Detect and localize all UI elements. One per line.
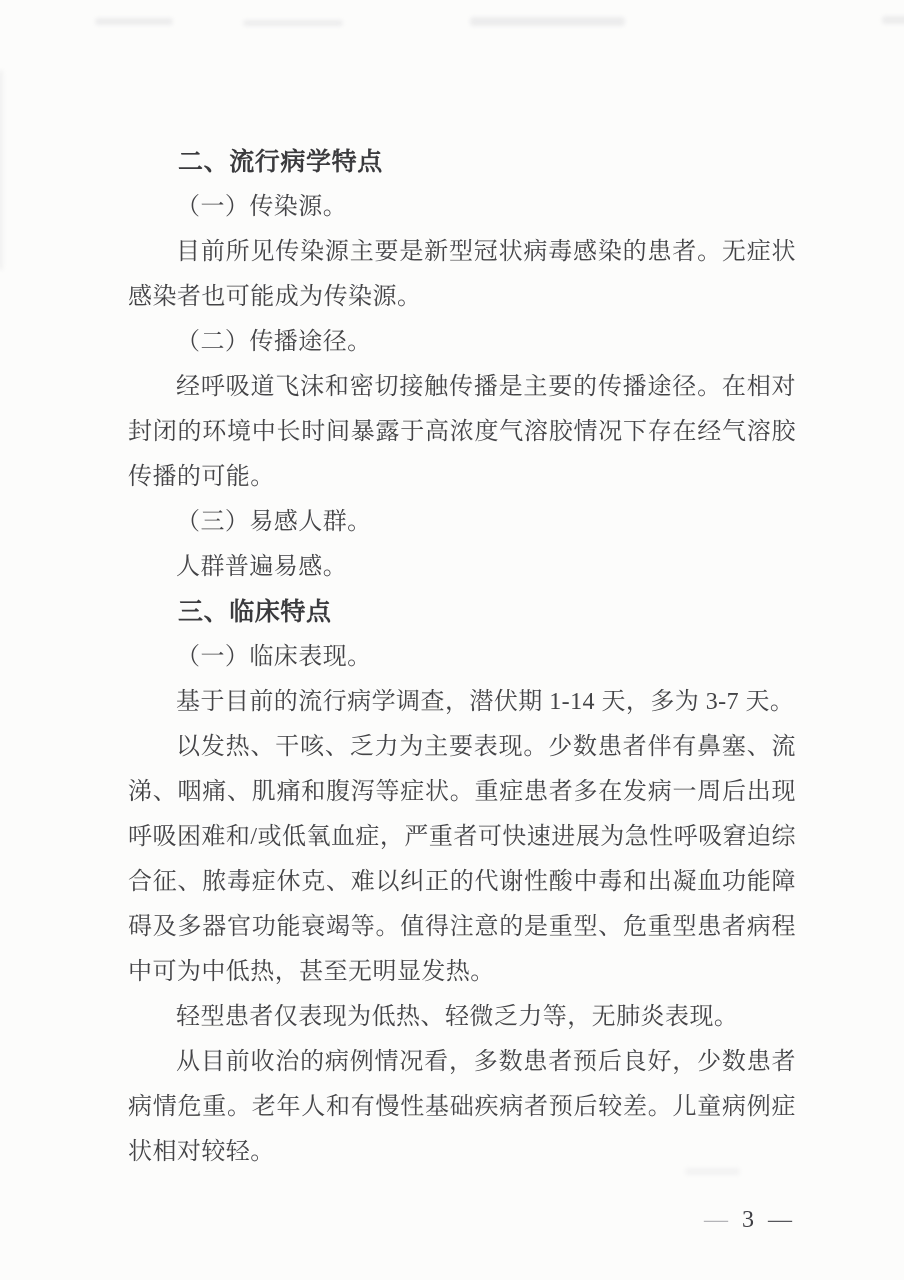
page-number-dash-left: —: [704, 1207, 728, 1233]
paragraph-mild-cases: 轻型患者仅表现为低热、轻微乏力等，无肺炎表现。: [176, 1004, 739, 1030]
section-heading-clinical-features: 三、临床特点: [178, 598, 332, 626]
subsection-heading-clinical-manifestation: （一）临床表现。: [176, 644, 372, 670]
subsection-heading-transmission-route: （二）传播途径。: [176, 329, 372, 355]
scan-artifact: [243, 20, 343, 26]
scan-artifact: [0, 70, 3, 270]
scan-artifact: [95, 18, 173, 25]
paragraph-prognosis: 从目前收治的病例情况看，多数患者预后良好，少数患者病情危重。老年人和有慢性基础疾病者预后较差。儿童病例症状相对较轻。: [128, 1049, 796, 1165]
scan-artifact: [882, 16, 904, 24]
section-heading-epidemiological-features: 二、流行病学特点: [178, 148, 383, 176]
subsection-heading-infection-source: （一）传染源。: [176, 194, 348, 220]
scan-artifact: [470, 17, 625, 26]
page-number-dash-right: —: [768, 1207, 792, 1233]
subsection-heading-susceptible-groups: （三）易感人群。: [176, 509, 372, 535]
paragraph-main-symptoms: 以发热、干咳、乏力为主要表现。少数患者伴有鼻塞、流涕、咽痛、肌痛和腹泻等症状。重症患者多在发病一周后出现呼吸困难和/或低氧血症，严重者可快速进展为急性呼吸窘迫综合征、脓毒症休克、难以纠正的代谢性酸中毒和出凝血功能障碍及多器官功能衰竭等。值得注意的是重型、危重型患者病程中可为中低热，甚至无明显发热。: [128, 734, 796, 985]
paragraph-susceptible-groups: 人群普遍易感。: [176, 554, 348, 580]
paragraph-incubation-period: 基于目前的流行病学调查，潜伏期 1-14 天，多为 3-7 天。: [176, 689, 795, 715]
page-number: 3: [742, 1207, 754, 1233]
page-footer: [704, 1207, 792, 1234]
document-body: [128, 140, 796, 1175]
paragraph-infection-source: 目前所见传染源主要是新型冠状病毒感染的患者。无症状感染者也可能成为传染源。: [128, 239, 796, 310]
paragraph-transmission-route: 经呼吸道飞沫和密切接触传播是主要的传播途径。在相对封闭的环境中长时间暴露于高浓度气溶胶情况下存在经气溶胶传播的可能。: [128, 374, 796, 490]
